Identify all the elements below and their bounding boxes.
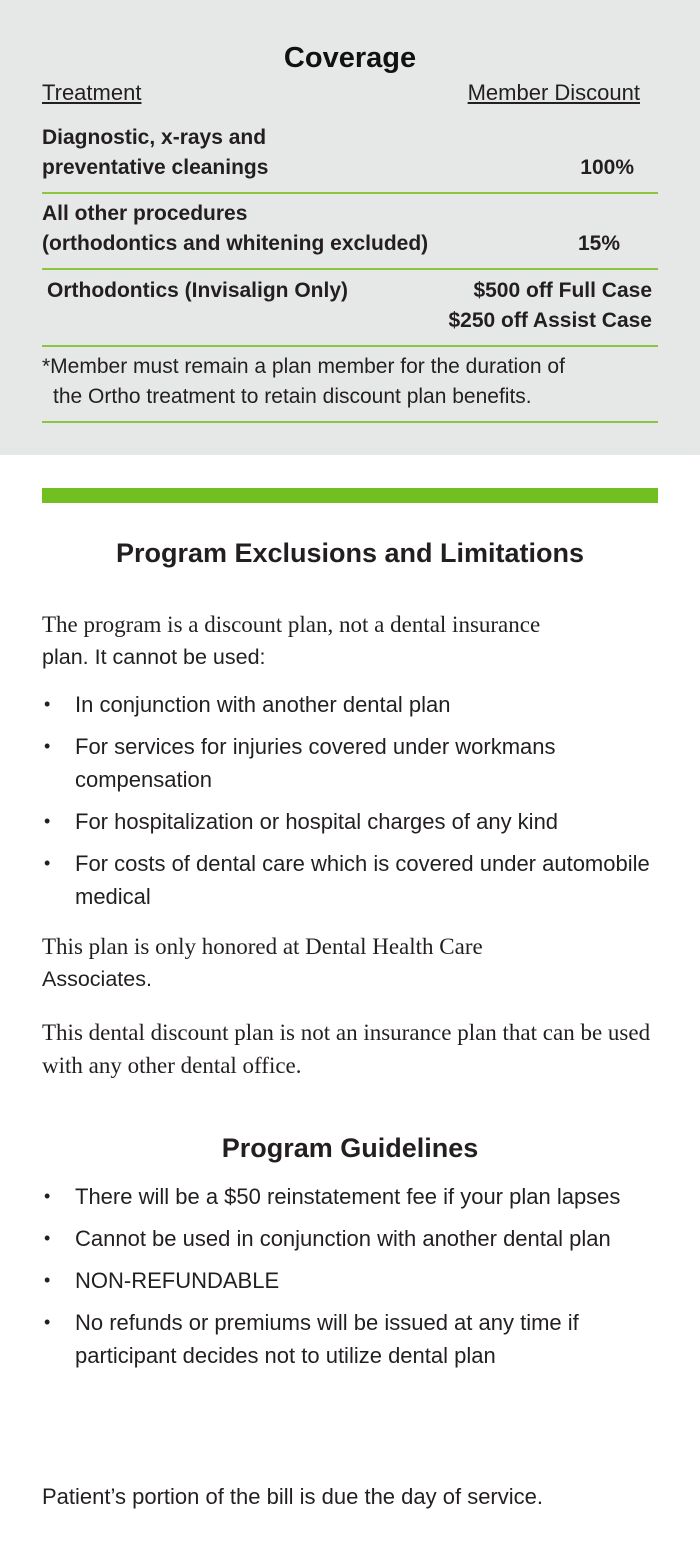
divider: [42, 421, 658, 423]
divider: [42, 345, 658, 347]
exclusions-para-1: [42, 930, 662, 996]
section-divider-bar: [42, 488, 658, 503]
para1-line1: This plan is only honored at Dental Health Care: [42, 934, 483, 959]
divider: [42, 268, 658, 270]
row-value-diagnostic: 100%: [580, 156, 634, 179]
divider: [42, 192, 658, 194]
payment-note: Patient’s portion of the bill is due the day of service.: [42, 1484, 543, 1509]
note-line2: the Ortho treatment to retain discount plan benefits.: [53, 385, 532, 408]
row-label-line2: (orthodontics and whitening excluded): [42, 232, 429, 255]
guidelines-list: [42, 1180, 642, 1381]
note-line1: *Member must remain a plan member for the duration of: [42, 355, 565, 378]
exclusions-para-2: This dental discount plan is not an insurance plan that can be used with any other dental office.: [42, 1020, 651, 1078]
row-label-orthodontics: Orthodontics (Invisalign Only): [47, 279, 349, 302]
ortho-assist-case: $250 off Assist Case: [448, 309, 652, 332]
intro-line2: plan. It cannot be used:: [42, 645, 266, 669]
coverage-row-diagnostic: [42, 123, 268, 183]
list-item: • Cannot be used in conjunction with another dental plan: [42, 1222, 642, 1255]
list-item: • NON-REFUNDABLE: [42, 1264, 642, 1297]
header-treatment: Treatment: [42, 80, 142, 105]
coverage-title: Coverage: [283, 42, 417, 74]
row-label-line2: preventative cleanings: [42, 156, 269, 179]
row-label-line1: Diagnostic, x-rays and: [42, 126, 267, 149]
intro-line1: The program is a discount plan, not a dental insurance: [42, 612, 541, 637]
list-item: • For services for injuries covered under workmans compensation: [42, 730, 662, 796]
exclusions-intro: [42, 608, 662, 674]
list-item: • For costs of dental care which is covered under automobile medical: [42, 847, 662, 913]
guidelines-title: Program Guidelines: [221, 1133, 479, 1163]
row-label-line1: All other procedures: [42, 202, 248, 225]
exclusions-title: Program Exclusions and Limitations: [115, 538, 585, 568]
list-item: • In conjunction with another dental plan: [42, 688, 662, 721]
header-member-discount: Member Discount: [467, 80, 640, 105]
exclusions-list: [42, 688, 662, 922]
ortho-note: [42, 352, 662, 412]
list-item: • There will be a $50 reinstatement fee if your plan lapses: [42, 1180, 642, 1213]
coverage-row-other-procedures: [42, 199, 428, 259]
list-item: • For hospitalization or hospital charges of any kind: [42, 805, 662, 838]
row-values-orthodontics: [449, 276, 653, 336]
coverage-panel: [0, 0, 700, 455]
row-value-other-procedures: 15%: [577, 232, 620, 255]
ortho-full-case: $500 off Full Case: [473, 279, 652, 302]
list-item: • No refunds or premiums will be issued at any time if participant decides not to utilize dental plan: [42, 1306, 642, 1372]
para1-line2: Associates.: [42, 967, 152, 991]
